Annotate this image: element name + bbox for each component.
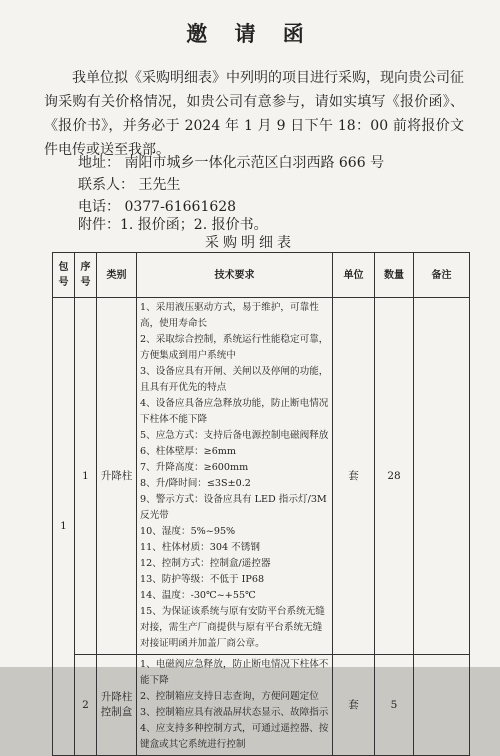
attachment-line: 附件：1. 报价函；2. 报价书。: [78, 217, 268, 233]
table-row: [53, 298, 470, 655]
cell-seq: 2: [75, 655, 97, 756]
cell-pkg: 1: [53, 298, 75, 756]
requirement-item: 2、采取综合控制，系统运行性能稳定可靠，方便集成到用户系统中: [140, 334, 329, 361]
table-header-row: [53, 253, 470, 298]
cell-unit: 套: [333, 298, 375, 655]
contact-line: 联系人： 王先生: [78, 177, 181, 193]
requirement-item: 7、升降高度：≥600mm: [140, 462, 249, 473]
requirement-item: 4、设备应具备应急释放功能，防止断电情况下柱体不能下降: [140, 398, 329, 425]
requirement-item: 3、控制箱应具有液晶屏状态显示、故障指示: [140, 707, 329, 718]
header-unit: 单位: [333, 253, 375, 298]
cell-remark: [414, 655, 470, 756]
requirement-item: 9、警示方式：设备应具有 LED 指示灯/3M 反光带: [140, 494, 327, 521]
requirement-item: 10、湿度：5%~95%: [140, 526, 236, 537]
requirement-item: 1、电磁阀应急释放，防止断电情况下柱体不能下降: [140, 659, 329, 686]
table-title: 采购明细表: [205, 235, 295, 251]
cell-category: 升降柱控制盒: [97, 655, 137, 756]
header-pkg: 包号: [53, 253, 75, 298]
requirement-item: 5、应急方式：支持后备电源控制电磁阀释放: [140, 430, 329, 441]
requirement-item: 12、控制方式：控制盒/遥控器: [140, 558, 271, 569]
cell-qty: 28: [375, 298, 414, 655]
requirement-item: 4、应支持多种控制方式，可通过遥控器、按键盒或其它系统进行控制: [140, 723, 329, 750]
table-row: [53, 655, 470, 756]
requirement-item: 15、为保证该系统与原有安防平台系统无缝对接，需生产厂商提供与原有平台系统无缝对接证明函并加盖厂商公章。: [140, 606, 325, 649]
requirement-item: 8、升/降时间：≤3S±0.2: [140, 478, 251, 489]
requirement-item: 2、控制箱应支持日志查询，方便问题定位: [140, 691, 319, 702]
header-remark: 备注: [414, 253, 470, 298]
document-title: 邀 请 函: [186, 21, 314, 46]
requirement-item: 1、采用液压驱动方式，易于维护，可靠性高，使用寿命长: [140, 302, 319, 329]
header-category: 类别: [97, 253, 137, 298]
requirement-item: 6、柱体壁厚：≥6mm: [140, 446, 237, 457]
cell-seq: 1: [75, 298, 97, 655]
cell-unit: 套: [333, 655, 375, 756]
phone-line: 电话： 0377-61661628: [78, 199, 237, 215]
header-seq: 序号: [75, 253, 97, 298]
invitation-paragraph: 我单位拟《采购明细表》中列明的项目进行采购，现向贵公司征询采购有关价格情况，如贵公司有意参与，请如实填写《报价函》、《报价书》，并务必于 2024 年 1 月 9 日下午 18：00 前将报价文件电传或送至我部。: [44, 70, 464, 158]
procurement-table: [52, 252, 470, 756]
cell-qty: 5: [375, 655, 414, 756]
header-qty: 数量: [375, 253, 414, 298]
header-tech: 技术要求: [137, 253, 333, 298]
requirement-item: 3、设备应具有开闸、关闸以及停闸的功能，且具有开优先的特点: [140, 366, 329, 393]
cell-category: 升降柱: [97, 298, 137, 655]
requirement-item: 13、防护等级：不低于 IP68: [140, 574, 265, 585]
cell-requirements: [137, 655, 333, 756]
cell-remark: [414, 298, 470, 655]
address-line: 地址： 南阳市城乡一体化示范区白羽西路 666 号: [78, 155, 385, 171]
requirement-item: 11、柱体材质：304 不锈钢: [140, 542, 260, 553]
requirement-item: 14、温度：-30℃~+55℃: [140, 590, 256, 601]
cell-requirements: [137, 298, 333, 655]
